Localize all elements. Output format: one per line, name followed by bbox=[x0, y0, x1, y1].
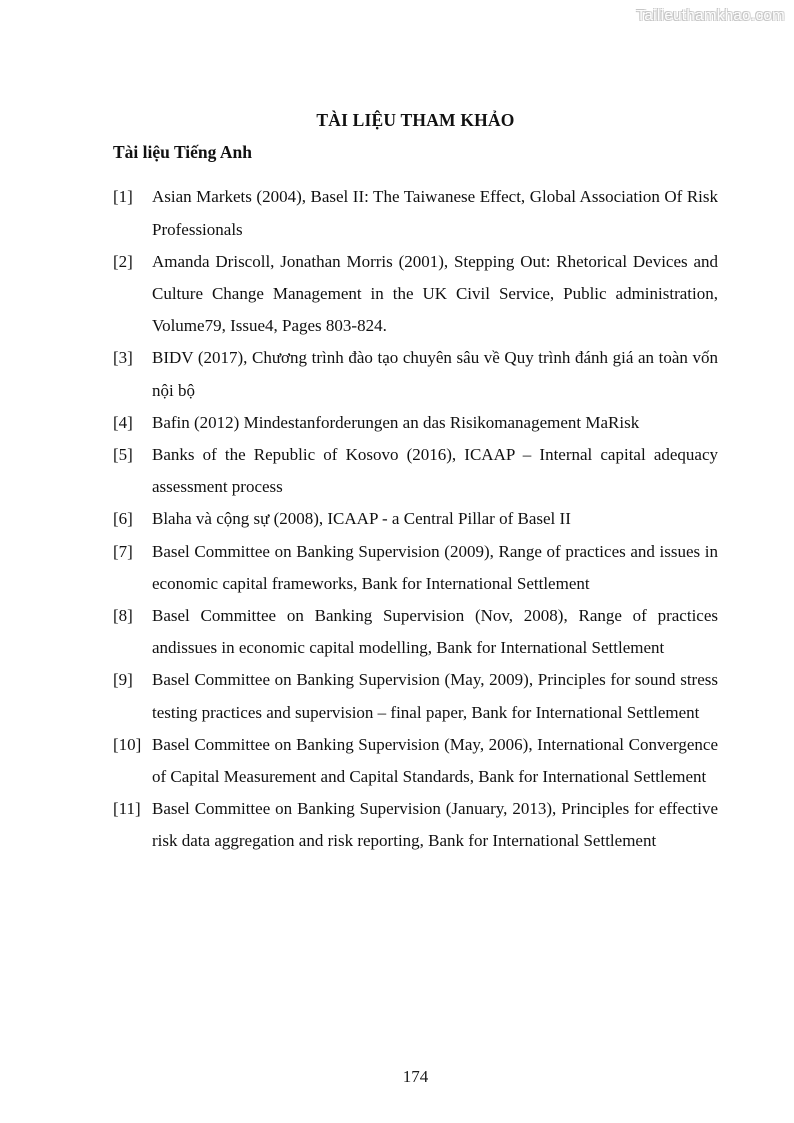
reference-text: Basel Committee on Banking Supervision (January, 2013), Principles for effective risk data aggregation and risk reporting, Bank for International Settlement bbox=[152, 799, 718, 851]
reference-number: [4] bbox=[113, 412, 133, 432]
reference-number: [9] bbox=[113, 670, 133, 690]
reference-item bbox=[113, 181, 718, 245]
reference-number: [8] bbox=[113, 606, 133, 626]
reference-item bbox=[113, 503, 718, 535]
watermark: Tailieuthamkhao.com bbox=[636, 7, 785, 24]
reference-text: Blaha và cộng sự (2008), ICAAP - a Central Pillar of Basel II bbox=[152, 509, 571, 529]
reference-number: [11] bbox=[113, 799, 141, 819]
reference-text: BIDV (2017), Chương trình đào tạo chuyên sâu về Quy trình đánh giá an toàn vốn nội bộ bbox=[152, 348, 718, 400]
reference-number: [3] bbox=[113, 348, 133, 368]
reference-number: [1] bbox=[113, 187, 133, 207]
reference-list bbox=[113, 181, 718, 857]
reference-number: [6] bbox=[113, 509, 133, 529]
reference-text: Banks of the Republic of Kosovo (2016), ICAAP – Internal capital adequacy assessment process bbox=[152, 445, 718, 497]
page-title: TÀI LIỆU THAM KHẢO bbox=[316, 110, 515, 130]
section-heading: Tài liệu Tiếng Anh bbox=[113, 142, 252, 163]
reference-text: Bafin (2012) Mindestanforderungen an das Risikomanagement MaRisk bbox=[152, 412, 640, 432]
reference-number: [7] bbox=[113, 541, 133, 561]
reference-item bbox=[113, 439, 718, 503]
reference-text: Basel Committee on Banking Supervision (May, 2006), International Convergence of Capital Measurement and Capital Standards, Bank for International Settlement bbox=[152, 734, 718, 787]
reference-item bbox=[113, 536, 718, 600]
page-number: 174 bbox=[402, 1067, 429, 1086]
reference-text: Asian Markets (2004), Basel II: The Taiwanese Effect, Global Association Of Risk Professionals bbox=[152, 187, 718, 239]
reference-item bbox=[113, 729, 718, 793]
page-content bbox=[113, 0, 718, 858]
reference-item bbox=[113, 342, 718, 406]
reference-text: Amanda Driscoll, Jonathan Morris (2001), Stepping Out: Rhetorical Devices and Culture Change Management in the UK Civil Service, Public administration, Volume79, Issue4, Pages 803-824. bbox=[152, 251, 718, 336]
reference-text: Basel Committee on Banking Supervision (Nov, 2008), Range of practices andissues in economic capital modelling, Bank for International Settlement bbox=[152, 606, 718, 658]
reference-number: [2] bbox=[113, 251, 133, 271]
reference-text: Basel Committee on Banking Supervision (2009), Range of practices and issues in economic capital frameworks, Bank for International Settlement bbox=[152, 541, 718, 593]
reference-item bbox=[113, 600, 718, 664]
reference-item bbox=[113, 407, 718, 439]
reference-item bbox=[113, 246, 718, 343]
reference-number: [5] bbox=[113, 445, 133, 465]
reference-item bbox=[113, 664, 718, 728]
reference-number: [10] bbox=[113, 734, 142, 754]
reference-text: Basel Committee on Banking Supervision (May, 2009), Principles for sound stress testing practices and supervision – final paper, Bank for International Settlement bbox=[152, 670, 718, 722]
reference-item bbox=[113, 793, 718, 857]
